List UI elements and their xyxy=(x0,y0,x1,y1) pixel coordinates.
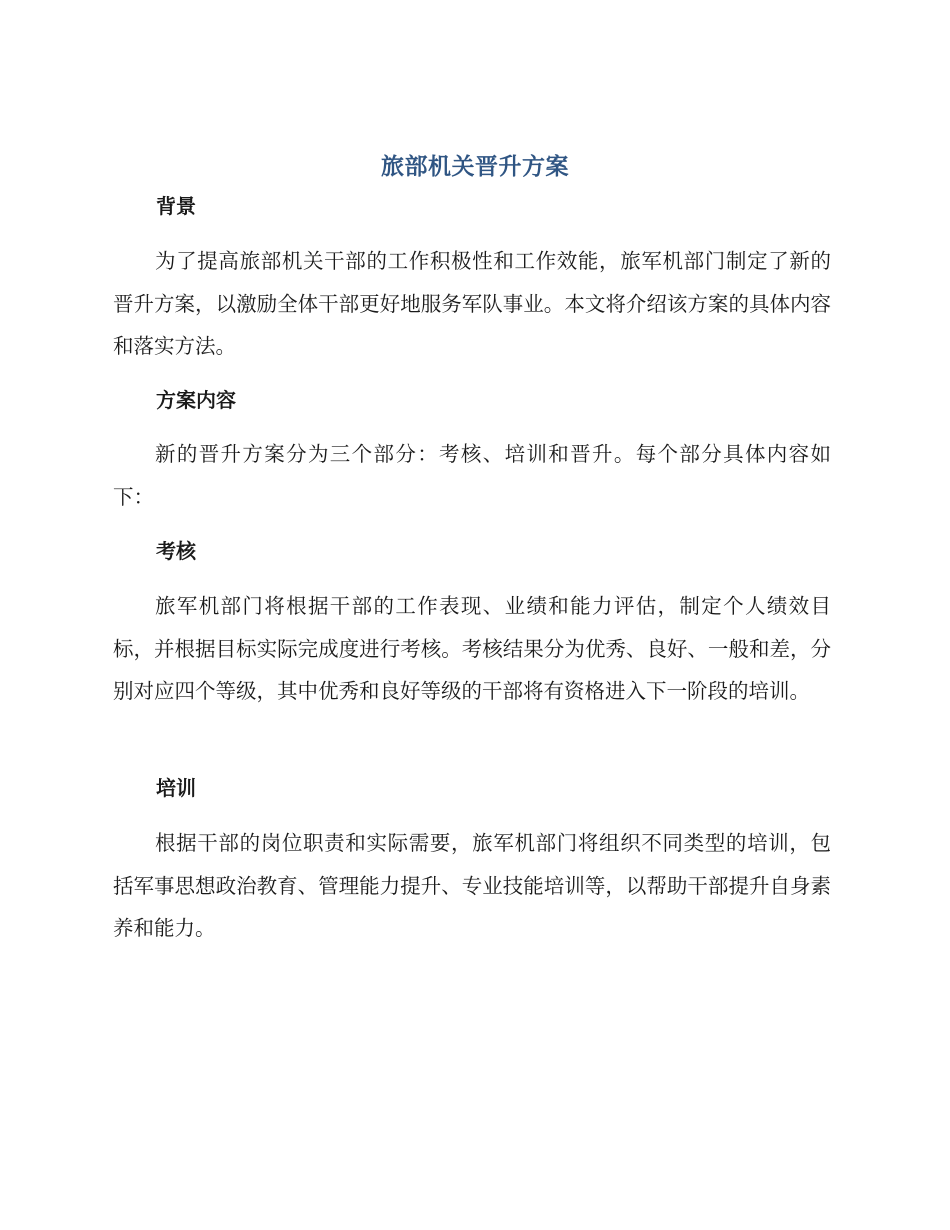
document-title: 旅部机关晋升方案 xyxy=(381,154,569,180)
heading-background: 背景 xyxy=(156,194,196,218)
section-body-plan-content xyxy=(113,433,831,518)
section-heading-background xyxy=(113,193,831,219)
section-body-assessment xyxy=(113,585,831,713)
heading-training: 培训 xyxy=(156,776,196,800)
paragraph-training: 根据干部的岗位职责和实际需要，旅军机部门将组织不同类型的培训，包括军事思想政治教育、管理能力提升、专业技能培训等，以帮助干部提升自身素养和能力。 xyxy=(113,831,831,940)
section-heading-training xyxy=(113,775,831,801)
heading-plan-content: 方案内容 xyxy=(156,388,236,412)
paragraph-background: 为了提高旅部机关干部的工作积极性和工作效能，旅军机部门制定了新的晋升方案，以激励全体干部更好地服务军队事业。本文将介绍该方案的具体内容和落实方法。 xyxy=(113,249,831,358)
section-body-background xyxy=(113,240,831,368)
paragraph-plan-content: 新的晋升方案分为三个部分：考核、培训和晋升。每个部分具体内容如下： xyxy=(113,442,831,509)
section-heading-assessment xyxy=(113,538,831,564)
section-body-training xyxy=(113,822,831,950)
paragraph-assessment: 旅军机部门将根据干部的工作表现、业绩和能力评估，制定个人绩效目标，并根据目标实际完成度进行考核。考核结果分为优秀、良好、一般和差，分别对应四个等级，其中优秀和良好等级的干部将有资格进入下一阶段的培训。 xyxy=(113,594,831,703)
heading-assessment: 考核 xyxy=(156,539,196,563)
section-heading-plan-content xyxy=(113,387,831,413)
